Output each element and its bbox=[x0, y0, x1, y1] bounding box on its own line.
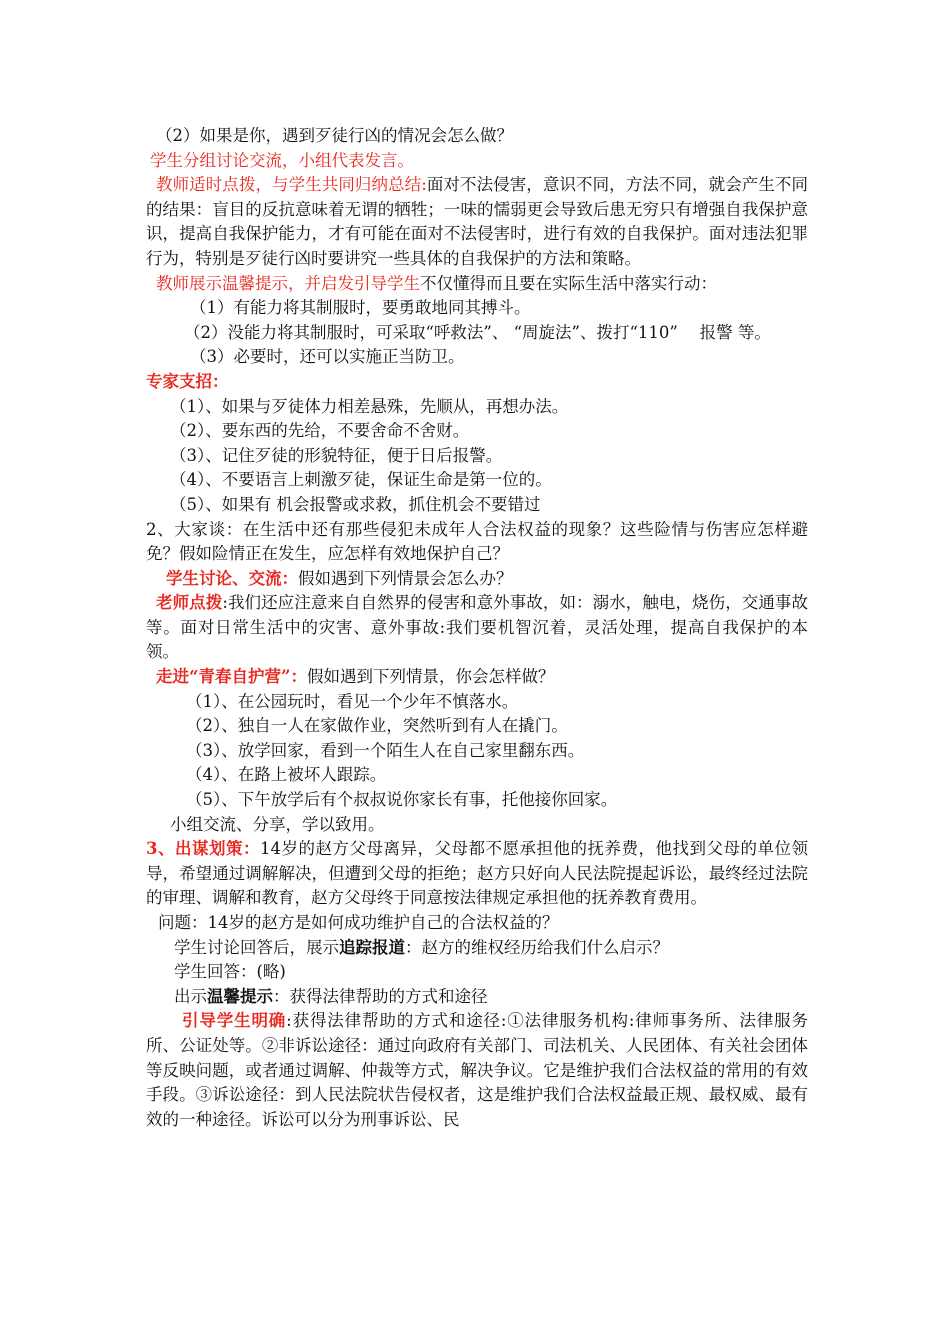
tip-item-3: （3）必要时，还可以实施正当防卫。 bbox=[190, 347, 465, 367]
student-answer-note: 学生回答：(略) bbox=[174, 962, 286, 982]
follow-up-bold: 追踪报道 bbox=[339, 937, 405, 957]
teacher-tip-text: :我们还应注意来自自然界的侵害和意外事故，如：溺水，触电，烧伤，交通事故等。面对日常生活中的灾害、意外事故:我们要机智沉着，灵活处理，提高自我保护的本领。 bbox=[146, 593, 809, 662]
warm-tip-text: 不仅懂得而且要在实际生活中落实行动： bbox=[420, 273, 717, 293]
legal-help-text: :获得法律帮助的方式和途径:①法律服务机构:律师事务所、法律服务所、公证处等。②非诉讼途径：通过向政府有关部门、司法机关、人民团体、有关社会团体等反映问题，或者通过调解、仲裁等方式，解决争议。它是维护我们合法权益的常用的有效手段。③诉讼途径：到人民法院状告侵权者，这是维护我们合法权益最正规、最权威、最有效的一种途径。诉讼可以分为刑事诉讼、民 bbox=[146, 1011, 809, 1129]
youth-camp-paragraph bbox=[146, 665, 808, 690]
document-body bbox=[146, 124, 808, 1132]
legal-help-paragraph bbox=[146, 1009, 808, 1132]
expert-item-4: （4）、不要语言上刺激歹徒，保证生命是第一位的。 bbox=[170, 470, 552, 490]
warm-tip-2-pre: 出示 bbox=[174, 986, 207, 1006]
camp-item-3: （3）、放学回家，看到一个陌生人在自己家里翻东西。 bbox=[186, 740, 585, 760]
warm-tip-2-bold: 温馨提示 bbox=[207, 986, 273, 1006]
teacher-tip-paragraph bbox=[146, 591, 808, 665]
expert-item-2: （2）、要东西的先给，不要舍命不舍财。 bbox=[170, 421, 470, 441]
camp-item-5: （5）、下午放学后有个叔叔说你家长有事，托他接你回家。 bbox=[186, 790, 618, 810]
youth-camp-lead: 走进“青春自护营”： bbox=[156, 667, 307, 687]
warm-tip-2-post: ：获得法律帮助的方式和途径 bbox=[273, 986, 488, 1006]
tip-item-2: （2）没能力将其制服时，可采取“呼救法”、 “周旋法”、拨打“110” 报警 等。 bbox=[184, 322, 771, 342]
expert-tips-title: 专家支招： bbox=[146, 371, 229, 391]
camp-item-1: （1）、在公园玩时，看见一个少年不慎落水。 bbox=[186, 691, 519, 711]
teacher-summary-paragraph bbox=[146, 173, 808, 271]
strategy-paragraph bbox=[146, 837, 808, 911]
follow-up-pre: 学生讨论回答后，展示 bbox=[174, 937, 339, 957]
student-discussion-text: 假如遇到下列情景会怎么办？ bbox=[298, 568, 513, 588]
legal-help-lead: 引导学生明确 bbox=[182, 1011, 287, 1031]
group-discussion-note: 学生分组讨论交流，小组代表发言。 bbox=[150, 150, 414, 170]
follow-up-report-paragraph bbox=[146, 936, 808, 961]
tip-item-1: （1）有能力将其制服时，要勇敢地同其搏斗。 bbox=[190, 298, 531, 318]
group-share-note: 小组交流、分享，学以致用。 bbox=[170, 814, 385, 834]
teacher-summary-lead: 教师适时点拨，与学生共同归纳总结: bbox=[156, 175, 427, 195]
discussion-2-paragraph: 2、大家谈：在生活中还有那些侵犯未成年人合法权益的现象？这些险情与伤害应怎样避免？假如险情正在发生，应怎样有效地保护自己？ bbox=[146, 519, 808, 564]
question-zhao-fang: 问题：14岁的赵方是如何成功维护自己的合法权益的？ bbox=[158, 913, 559, 932]
youth-camp-text: 假如遇到下列情景，你会怎样做？ bbox=[306, 667, 555, 687]
student-discussion-lead: 学生讨论、交流： bbox=[166, 568, 298, 588]
camp-item-2: （2）、独自一人在家做作业，突然听到有人在撬门。 bbox=[186, 716, 568, 736]
student-discussion-paragraph bbox=[146, 567, 808, 592]
strategy-text: 14岁的赵方父母离异，父母都不愿承担他的抚养费，他找到父母的单位领导，希望通过调解解决，但遭到父母的拒绝；赵方只好向人民法院提起诉讼，最终经过法院的审理、调解和教育，赵方父母终于同意按法律规定承担他的抚养教育费用。 bbox=[146, 839, 808, 908]
warm-tip-lead: 教师展示温馨提示，并启发引导学生 bbox=[156, 273, 420, 293]
question-2: （2）如果是你，遇到歹徒行凶的情况会怎么做？ bbox=[156, 126, 513, 145]
camp-item-4: （4）、在路上被坏人跟踪。 bbox=[186, 765, 387, 785]
teacher-summary-text: 面对不法侵害，意识不同，方法不同，就会产生不同的结果：盲目的反抗意味着无谓的牺牲；一味的懦弱更会导致后患无穷只有增强自我保护意识，提高自我保护能力，才有可能在面对不法侵害时，进行有效的自我保护。面对违法犯罪行为，特别是歹徒行凶时要讲究一些具体的自我保护的方法和策略。 bbox=[146, 175, 808, 268]
teacher-tip-lead: 老师点拨 bbox=[156, 593, 223, 613]
warm-tip-2-paragraph bbox=[146, 985, 808, 1010]
expert-item-1: （1）、如果与歹徒体力相差悬殊，先顺从，再想办法。 bbox=[170, 396, 569, 416]
expert-item-3: （3）、记住歹徒的形貌特征，便于日后报警。 bbox=[170, 445, 503, 465]
expert-item-5: （5）、如果有 机会报警或求救，抓住机会不要错过 bbox=[170, 494, 541, 514]
warm-tip-paragraph bbox=[146, 272, 808, 297]
strategy-lead: 3、出谋划策： bbox=[146, 839, 260, 859]
follow-up-post: ：赵方的维权经历给我们什么启示？ bbox=[405, 937, 669, 957]
